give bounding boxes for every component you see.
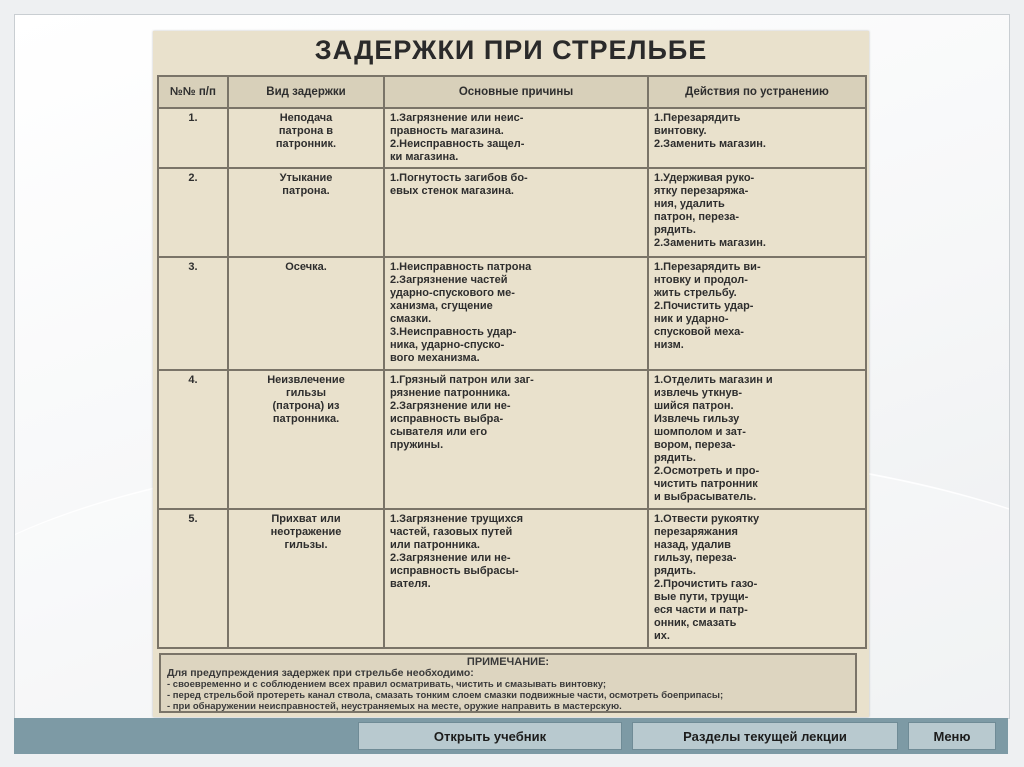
menu-button[interactable]: Меню <box>908 722 996 750</box>
actions-line: чистить патронник <box>654 477 758 490</box>
lecture-sections-button[interactable]: Разделы текущей лекции <box>632 722 898 750</box>
actions-line: 2.Почистить удар- <box>654 300 754 313</box>
causes-line: исправность выбра- <box>390 412 504 425</box>
causes-line: 2.Загрязнение частей <box>390 274 508 287</box>
row-number: 4. <box>158 370 228 509</box>
row-number: 1. <box>158 108 228 168</box>
causes-line: 2.Загрязнение или не- <box>390 551 511 564</box>
note-box <box>159 653 857 713</box>
causes-line: частей, газовых путей <box>390 525 513 538</box>
actions-line: жить стрельбу. <box>654 287 737 300</box>
actions-line: нтовку и продол- <box>654 274 748 287</box>
causes-cell <box>384 257 648 370</box>
causes-line: евых стенок магазина. <box>390 185 514 198</box>
delay-type-line: (патрона) из <box>272 399 340 412</box>
delay-type-line: патрона. <box>282 185 330 198</box>
causes-line: правность магазина. <box>390 125 504 137</box>
delay-type-line: Осечка. <box>285 261 327 274</box>
note-item: - перед стрельбой протереть канал ствола, смазать тонким слоем смазки подвижные части, осмотреть боеприпасы; <box>167 690 724 701</box>
delays-table <box>157 75 867 649</box>
note-title: ПРИМЕЧАНИЕ: <box>466 656 550 668</box>
bottom-nav-bar <box>14 718 1008 754</box>
row-number: 2. <box>158 168 228 257</box>
delay-type-cell <box>228 257 384 370</box>
actions-line: 2.Осмотреть и про- <box>654 464 760 477</box>
actions-line: шийся патрон. <box>654 399 734 412</box>
delay-type-line: Неизвлечение <box>267 373 345 386</box>
causes-line: вого механизма. <box>390 352 480 365</box>
causes-line: сывателя или его <box>390 425 488 438</box>
causes-line: ника, ударно-спуско- <box>390 339 505 352</box>
delay-type-cell <box>228 509 384 648</box>
actions-line: перезаряжания <box>654 525 738 538</box>
causes-line: рязнение патронника. <box>390 386 511 399</box>
causes-line: вателя. <box>390 577 431 590</box>
actions-line: 1.Перезарядить <box>654 112 741 124</box>
actions-cell <box>648 370 866 509</box>
delay-type-line: Утыкание <box>279 172 333 185</box>
page-title: ЗАДЕРЖКИ ПРИ СТРЕЛЬБЕ <box>314 35 708 65</box>
header-number: №№ п/п <box>158 76 228 108</box>
actions-line: 2.Заменить магазин. <box>654 138 766 150</box>
note-intro: Для предупреждения задержек при стрельбе необходимо: <box>167 667 474 679</box>
delay-type-line: патронник. <box>275 138 337 150</box>
causes-line: 2.Неисправность защел- <box>390 138 525 150</box>
note-item: - при обнаружении неисправностей, неустраняемых на месте, оружие направить в мастерскую. <box>167 701 622 712</box>
delay-type-line: патронника. <box>272 412 340 425</box>
actions-line: 1.Отвести рукоятку <box>654 512 760 525</box>
actions-line: шомполом и зат- <box>654 425 746 438</box>
header-delay-type: Вид задержки <box>228 76 384 108</box>
header-actions: Действия по устранению <box>648 76 866 108</box>
causes-line: пружины. <box>390 438 444 451</box>
causes-line: ханизма, сгущение <box>390 300 493 313</box>
actions-line: 1.Отделить магазин и <box>654 373 773 386</box>
causes-line: 3.Неисправность удар- <box>390 326 517 339</box>
actions-line: 1.Удерживая руко- <box>654 172 755 185</box>
causes-line: 2.Загрязнение или не- <box>390 399 511 412</box>
causes-line: смазки. <box>390 313 432 326</box>
table-header-row <box>158 76 866 108</box>
actions-line: ятку перезаряжа- <box>654 185 749 198</box>
actions-line: 1.Перезарядить ви- <box>654 261 761 274</box>
actions-line: их. <box>654 629 670 642</box>
causes-cell <box>384 370 648 509</box>
delay-type-line: гильзы <box>286 386 326 399</box>
actions-line: ния, удалить <box>654 198 725 211</box>
row-number: 5. <box>158 509 228 648</box>
table-row <box>158 370 866 509</box>
delay-type-cell <box>228 168 384 257</box>
actions-line: назад, удалив <box>654 538 731 551</box>
causes-cell <box>384 509 648 648</box>
delay-type-cell <box>228 370 384 509</box>
causes-line: 1.Загрязнение трущихся <box>390 512 524 525</box>
delay-type-line: Неподача <box>279 112 333 124</box>
actions-line: низм. <box>654 339 684 352</box>
causes-line: 1.Неисправность патрона <box>390 261 532 274</box>
actions-line: патрон, переза- <box>654 211 740 224</box>
actions-line: вором, переза- <box>654 438 736 451</box>
causes-line: 1.Грязный патрон или заг- <box>390 373 534 386</box>
causes-line: ки магазина. <box>390 151 459 163</box>
actions-line: гильзу, переза- <box>654 551 737 564</box>
delay-type-line: неотражение <box>270 525 342 538</box>
slide-frame <box>14 14 1010 719</box>
causes-line: исправность выбрасы- <box>390 564 519 577</box>
causes-line: 1.Загрязнение или неис- <box>390 112 524 124</box>
delay-type-cell <box>228 108 384 168</box>
table-row <box>158 257 866 370</box>
table-row <box>158 509 866 648</box>
document-sheet <box>153 31 869 717</box>
table-row <box>158 108 866 168</box>
table-row <box>158 168 866 257</box>
actions-line: еся части и патр- <box>654 603 748 616</box>
delay-type-line: гильзы. <box>284 538 328 551</box>
header-causes: Основные причины <box>384 76 648 108</box>
actions-line: ник и ударно- <box>654 313 729 326</box>
actions-line: рядить. <box>654 564 696 577</box>
causes-cell <box>384 108 648 168</box>
actions-line: спусковой меха- <box>654 326 744 339</box>
actions-line: и выбрасыватель. <box>654 490 757 503</box>
delay-type-line: Прихват или <box>271 512 341 525</box>
causes-line: или патронника. <box>390 538 480 551</box>
causes-line: 1.Погнутость загибов бо- <box>390 172 528 185</box>
actions-line: рядить. <box>654 451 696 464</box>
actions-cell <box>648 257 866 370</box>
causes-cell <box>384 168 648 257</box>
actions-line: Извлечь гильзу <box>654 412 740 425</box>
row-number: 3. <box>158 257 228 370</box>
actions-line: 2.Прочистить газо- <box>654 577 758 590</box>
actions-line: винтовку. <box>654 125 707 137</box>
actions-line: рядить. <box>654 224 696 237</box>
note-item: - своевременно и с соблюдением всех правил осматривать, чистить и смазывать винтовку; <box>167 679 607 690</box>
actions-cell <box>648 509 866 648</box>
actions-line: онник, смазать <box>654 616 737 629</box>
delay-type-line: патрона в <box>278 125 334 137</box>
actions-line: вые пути, трущи- <box>654 590 749 603</box>
open-textbook-button[interactable]: Открыть учебник <box>358 722 622 750</box>
causes-line: ударно-спускового ме- <box>390 287 515 300</box>
actions-cell <box>648 108 866 168</box>
actions-cell <box>648 168 866 257</box>
actions-line: 2.Заменить магазин. <box>654 237 766 250</box>
actions-line: извлечь уткнув- <box>654 386 743 399</box>
